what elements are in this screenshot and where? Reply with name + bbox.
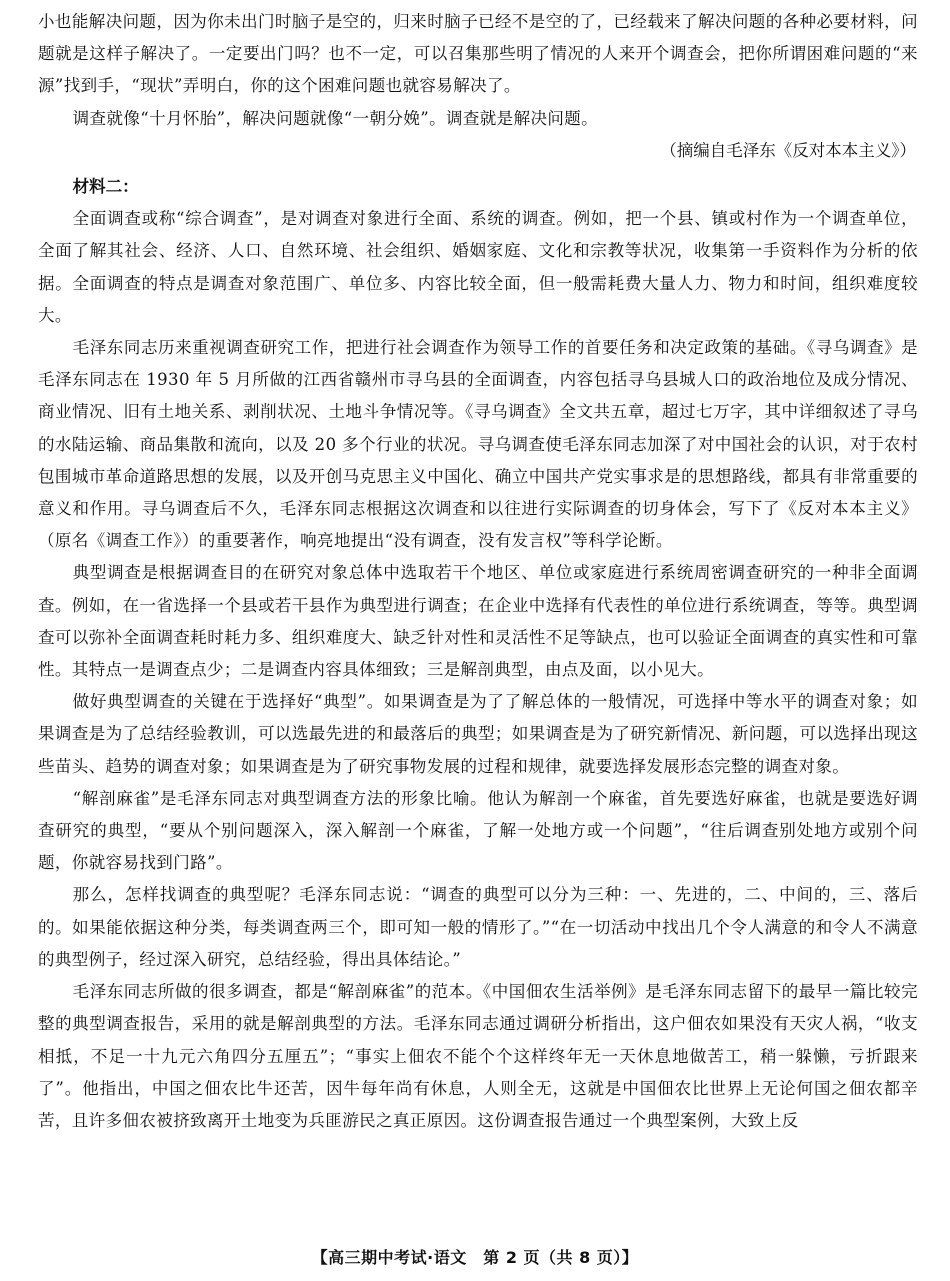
- paragraph-1: 全面调查或称“综合调查”，是对调查对象进行全面、系统的调查。例如，把一个县、镇或村作为一个调查单位，全面了解其社会、经济、人口、自然环境、社会组织、婚姻家庭、文化和宗教等状况，收集第一手资料作为分析的依据。全面调查的特点是调查对象范围广、单位多、内容比较全面，但一般需耗费大量人力、物力和时间，组织难度较大。: [38, 209, 918, 325]
- paragraph-4: 做好典型调查的关键在于选择好“典型”。如果调查是为了了解总体的一般情况，可选择中等水平的调查对象；如果调查是为了总结经验教训，可以选最先进的和最落后的典型；如果调查是为了研究新情况、新问题，可以选择出现这些苗头、趋势的调查对象；如果调查是为了研究事物发展的过程和规律，就要选择发展形态完整的调查对象。: [38, 692, 918, 776]
- paragraph-5: “解剖麻雀”是毛泽东同志对典型调查方法的形象比喻。他认为解剖一个麻雀，首先要选好麻雀，也就是要选好调查研究的典型，“要从个别问题深入，深入解剖一个麻雀，了解一处地方或一个问题”，“往后调查别处地方或别个问题，你就容易找到门路”。: [38, 788, 918, 873]
- paragraph-6: 那么，怎样找调查的典型呢？毛泽东同志说：“调查的典型可以分为三种：一、先进的，二、中间的，三、落后的。如果能依据这种分类，每类调查两三个，即可知一般的情形了。”“在一切活动中找出几个令人满意的和令人不满意的典型例子，经过深入研究，总结经验，得出具体结论。”: [38, 885, 918, 969]
- paragraph-summary: 调查就像“十月怀胎”，解决问题就像“一朝分娩”。调查就是解决问题。: [72, 108, 599, 128]
- paragraph-3: 典型调查是根据调查目的在研究对象总体中选取若干个地区、单位或家庭进行系统周密调查研究的一种非全面调查。例如，在一省选择一个县或若干县作为典型进行调查；在企业中选择有代表性的单位进行系统调查，等等。典型调查可以弥补全面调查耗时耗力多、组织难度大、缺乏针对性和灵活性不足等缺点，也可以验证全面调查的真实性和可靠性。其特点一是调查点少；二是调查内容具体细致；三是解剖典型，由点及面，以小见大。: [38, 563, 918, 680]
- material-heading: 材料二：: [72, 177, 139, 197]
- paragraph-continued: 小也能解决问题，因为你未出门时脑子是空的，归来时脑子已经不是空的了，已经载来了解决问题的各种必要材料，问题就是这样子解决了。一定要出门吗？也不一定，可以召集那些明了情况的人来开个调查会，把你所谓困难问题的“来源”找到手，“现状”弄明白，你的这个困难问题也就容易解决了。: [38, 12, 918, 96]
- paragraph-2: 毛泽东同志历来重视调查研究工作，把进行社会调查作为领导工作的首要任务和决定政策的基础。《寻乌调查》是毛泽东同志在 1930 年 5 月所做的江西省赣州市寻乌县的全面调查，内容包括寻乌县城人口的政治地位及成分情况、商业情况、旧有土地关系、剥削状况、土地斗争情况等。《寻乌调查》全文共五章，超过七万字，其中详细叙述了寻乌的水陆运输、商品集散和流向，以及 20 多个行业的状况。寻乌调查使毛泽东同志加深了对中国社会的认识，对于农村包围城市革命道路思想的发展，以及开创马克思主义中国化、确立中国共产党实事求是的思想路线，都具有非常重要的意义和作用。寻乌调查后不久，毛泽东同志根据这次调查和以往进行实际调查的切身体会，写下了《反对本本主义》（原名《调查工作》）的重要著作，响亮地提出“没有调查，没有发言权”等科学论断。: [38, 338, 918, 551]
- paragraph-7: 毛泽东同志所做的很多调查，都是“解剖麻雀”的范本。《中国佃农生活举例》是毛泽东同志留下的最早一篇比较完整的典型调查报告，采用的就是解剖典型的方法。毛泽东同志通过调研分析指出，这户佃农如果没有天灾人祸，“收支相抵，不足一十九元六角四分五厘五”；“事实上佃农不能个个这样终年无一天休息地做苦工，稍一躲懒，亏折跟来了”。他指出，中国之佃农比牛还苦，因牛每年尚有休息，人则全无，这就是中国佃农比世界上无论何国之佃农都辛苦，且许多佃农被挤致离开土地变为兵匪游民之真正原因。这份调查报告通过一个典型案例，大致上反: [38, 982, 918, 1130]
- page-footer: 【高三期中考试·语文 第 2 页（共 8 页）】: [311, 1248, 639, 1267]
- source-citation: （摘编自毛泽东《反对本本主义》）: [660, 140, 916, 160]
